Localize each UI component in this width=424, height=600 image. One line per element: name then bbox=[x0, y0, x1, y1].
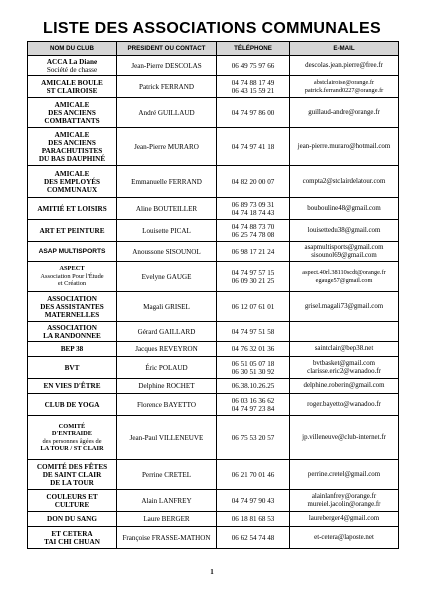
club-name bbox=[28, 242, 117, 262]
president-contact-line: Éric POLAUD bbox=[145, 363, 188, 372]
header-president: PRESIDENT OU CONTACT bbox=[117, 42, 217, 56]
email-address bbox=[290, 357, 399, 379]
president-contact-line: Anoussone SISOUNOL bbox=[132, 247, 201, 256]
phone-number-line: 04 74 97 90 43 bbox=[231, 496, 275, 505]
table-row bbox=[28, 242, 399, 262]
president-contact-line: André GUILLAUD bbox=[138, 108, 195, 117]
phone-number bbox=[217, 490, 290, 512]
email-address bbox=[290, 490, 399, 512]
club-name-line: COMBATTANTS bbox=[44, 116, 100, 125]
email-address-line: bvtbasket@gmail.com bbox=[312, 359, 376, 367]
phone-number-line: 06 21 70 01 46 bbox=[231, 470, 275, 479]
president-contact-line: Laure BERGER bbox=[143, 515, 190, 523]
phone-number-line: 06 75 53 20 57 bbox=[231, 433, 275, 442]
club-name-line: des personnes âgées de bbox=[42, 437, 102, 445]
club-name-line: DES ANCIENS bbox=[48, 138, 96, 147]
president-contact bbox=[117, 166, 217, 198]
club-name-line: ST CLAIROISE bbox=[46, 86, 98, 95]
club-name-line: COMMUNAUX bbox=[46, 185, 98, 194]
table-row bbox=[28, 512, 399, 527]
email-address-line: delphine.roberin@gmail.com bbox=[303, 382, 385, 389]
president-contact-line: Florence BAYETTO bbox=[137, 400, 196, 409]
club-name bbox=[28, 128, 117, 166]
email-address-line: egauge57@gmail.com bbox=[315, 276, 373, 284]
table-body bbox=[28, 56, 399, 549]
table-row bbox=[28, 527, 399, 549]
table-row bbox=[28, 379, 399, 394]
phone-number-line: 06 18 81 68 53 bbox=[231, 515, 275, 523]
email-address-line: perrine.cretel@gmail.com bbox=[307, 470, 381, 478]
phone-number-line: 06 12 07 61 01 bbox=[231, 302, 275, 311]
club-name bbox=[28, 512, 117, 527]
club-name bbox=[28, 322, 117, 342]
phone-number bbox=[217, 527, 290, 549]
phone-number bbox=[217, 198, 290, 220]
email-address-line: patrick.ferrand0227@orange.fr bbox=[304, 86, 384, 94]
president-contact-line: Evelyne GAUGE bbox=[141, 272, 192, 281]
table-row bbox=[28, 76, 399, 98]
email-address-line: louisettedu38@gmail.com bbox=[307, 226, 381, 234]
president-contact-line: Jean-Paul VILLENEUVE bbox=[129, 433, 204, 442]
header-club: NOM DU CLUB bbox=[28, 42, 117, 56]
email-address bbox=[290, 512, 399, 527]
president-contact bbox=[117, 292, 217, 322]
phone-number-line: 04 76 32 01 36 bbox=[231, 345, 275, 353]
phone-number-line: 04 74 97 41 18 bbox=[231, 142, 275, 151]
email-address-line: descolas.jean.pierre@free.fr bbox=[305, 61, 383, 69]
president-contact-line: Jean-Pierre MURARO bbox=[134, 142, 199, 151]
club-name-line: ACCA La Diane bbox=[46, 57, 98, 66]
club-name bbox=[28, 416, 117, 460]
club-name-line: D'ENTRAIDE bbox=[51, 430, 93, 438]
club-name bbox=[28, 292, 117, 322]
president-contact bbox=[117, 220, 217, 242]
email-address bbox=[290, 292, 399, 322]
president-contact bbox=[117, 98, 217, 128]
club-name bbox=[28, 198, 117, 220]
table-row bbox=[28, 56, 399, 76]
table-row bbox=[28, 220, 399, 242]
club-name-line: DES ASSISTANTES bbox=[40, 302, 104, 311]
phone-number-line: 04 74 88 17 49 bbox=[231, 78, 275, 87]
phone-number bbox=[217, 416, 290, 460]
phone-number bbox=[217, 322, 290, 342]
phone-number-line: 06.38.10.26.25 bbox=[231, 382, 275, 390]
email-address-line: abstclairoise@orange.fr bbox=[313, 78, 375, 86]
email-address-line: guillaud-andre@orange.fr bbox=[308, 108, 380, 116]
president-contact-line: Delphine ROCHET bbox=[138, 382, 195, 390]
club-name bbox=[28, 166, 117, 198]
page-title: LISTE DES ASSOCIATIONS COMMUNALES bbox=[43, 20, 381, 37]
email-address bbox=[290, 242, 399, 262]
president-contact bbox=[117, 56, 217, 76]
table-row bbox=[28, 262, 399, 292]
phone-number bbox=[217, 394, 290, 416]
email-address-line: aspect.40rl.38110scdt@orange.fr bbox=[302, 268, 386, 276]
email-address-line: et-cetera@laposte.net bbox=[314, 533, 374, 541]
president-contact-line: Patrick FERRAND bbox=[139, 82, 194, 91]
club-name-line: CULTURE bbox=[54, 500, 90, 509]
table-row bbox=[28, 394, 399, 416]
email-address-line: clarisse.eric2@wanadoo.fr bbox=[307, 367, 381, 375]
phone-number-line: 04 74 97 23 84 bbox=[231, 404, 275, 413]
club-name-line: LA TOUR / ST CLAIR bbox=[40, 444, 104, 452]
president-contact bbox=[117, 490, 217, 512]
president-contact bbox=[117, 512, 217, 527]
president-contact-line: Aline BOUTEILLER bbox=[135, 204, 198, 213]
president-contact bbox=[117, 460, 217, 490]
phone-number bbox=[217, 76, 290, 98]
email-address bbox=[290, 198, 399, 220]
email-address-line: sisounol69@gmail.com bbox=[311, 251, 377, 259]
email-address-line: saintclair@bep38.net bbox=[314, 345, 374, 352]
president-contact bbox=[117, 322, 217, 342]
phone-number bbox=[217, 128, 290, 166]
club-name-line: ASSOCIATION bbox=[47, 294, 97, 303]
club-name-line: ET CETERA bbox=[51, 529, 93, 538]
club-name-line: DU BAS DAUPHINÉ bbox=[38, 154, 106, 163]
phone-number-line: 06 98 17 21 24 bbox=[231, 247, 275, 256]
phone-number-line: 04 82 20 00 07 bbox=[231, 177, 275, 186]
club-name-line: BVT bbox=[64, 363, 80, 372]
table-row bbox=[28, 460, 399, 490]
president-contact bbox=[117, 76, 217, 98]
table-row bbox=[28, 292, 399, 322]
header-email: E-MAIL bbox=[290, 42, 399, 56]
phone-number-line: 06 25 74 78 08 bbox=[231, 230, 275, 239]
phone-number-line: 06 51 05 07 18 bbox=[231, 359, 275, 368]
club-name-line: Société de chasse bbox=[46, 65, 98, 74]
club-name-line: DES ANCIENS bbox=[48, 108, 96, 117]
president-contact bbox=[117, 416, 217, 460]
email-address bbox=[290, 460, 399, 490]
club-name bbox=[28, 262, 117, 292]
email-address-line: roger.bayetto@wanadoo.fr bbox=[307, 400, 381, 408]
email-address bbox=[290, 527, 399, 549]
president-contact bbox=[117, 394, 217, 416]
club-name-line: COMITÉ DES FÊTES bbox=[36, 462, 108, 471]
president-contact-line: Jacques REVEYRON bbox=[135, 345, 198, 353]
email-address bbox=[290, 262, 399, 292]
club-name bbox=[28, 357, 117, 379]
email-address bbox=[290, 322, 399, 342]
email-address bbox=[290, 220, 399, 242]
club-name-line: AMICALE bbox=[54, 130, 90, 139]
table-row bbox=[28, 322, 399, 342]
club-name-line: MATERNELLES bbox=[44, 310, 100, 319]
club-name bbox=[28, 56, 117, 76]
email-address-line: jp.villeneuve@club-internet.fr bbox=[302, 433, 386, 441]
header-phone: TÉLÉPHONE bbox=[217, 42, 290, 56]
club-name-line: DE LA TOUR bbox=[50, 478, 94, 487]
phone-number bbox=[217, 512, 290, 527]
phone-number bbox=[217, 379, 290, 394]
phone-number-line: 06 89 73 09 31 bbox=[231, 200, 275, 209]
club-name-line: AMITIÉ ET LOISIRS bbox=[37, 204, 107, 213]
president-contact-line: Perrine CRETEL bbox=[141, 470, 192, 479]
email-address bbox=[290, 98, 399, 128]
club-name-line: DON DU SANG bbox=[47, 515, 97, 523]
club-name-line: BEP 38 bbox=[60, 345, 84, 353]
phone-number bbox=[217, 262, 290, 292]
phone-number bbox=[217, 342, 290, 357]
phone-number bbox=[217, 460, 290, 490]
phone-number-line: 04 74 97 57 15 bbox=[231, 268, 275, 277]
club-name-line: ART ET PEINTURE bbox=[39, 226, 105, 235]
phone-number-line: 06 30 51 30 92 bbox=[231, 367, 275, 376]
email-address bbox=[290, 394, 399, 416]
president-contact bbox=[117, 357, 217, 379]
club-name bbox=[28, 220, 117, 242]
phone-number bbox=[217, 357, 290, 379]
club-name bbox=[28, 76, 117, 98]
phone-number-line: 06 03 16 36 62 bbox=[231, 396, 275, 405]
table-header-row bbox=[28, 42, 399, 56]
club-name-line: DE SAINT CLAIR bbox=[42, 470, 102, 479]
phone-number-line: 06 49 75 97 66 bbox=[231, 61, 275, 70]
email-address-line: jean-pierre.muraro@hotmail.com bbox=[297, 142, 391, 150]
president-contact bbox=[117, 128, 217, 166]
table-row bbox=[28, 198, 399, 220]
phone-number-line: 06 62 54 74 48 bbox=[231, 533, 275, 542]
email-address bbox=[290, 128, 399, 166]
president-contact bbox=[117, 527, 217, 549]
table-row bbox=[28, 128, 399, 166]
president-contact-line: Jean-Pierre DESCOLAS bbox=[131, 61, 202, 70]
club-name-line: ASPECT bbox=[59, 265, 85, 273]
phone-number bbox=[217, 166, 290, 198]
president-contact-line: Emmanuelle FERRAND bbox=[131, 177, 202, 186]
president-contact bbox=[117, 198, 217, 220]
club-name bbox=[28, 342, 117, 357]
president-contact-line: Françoise FRASSE-MATHON bbox=[122, 533, 211, 542]
email-address bbox=[290, 166, 399, 198]
president-contact bbox=[117, 379, 217, 394]
email-address bbox=[290, 416, 399, 460]
president-contact-line: Magali GRISEL bbox=[143, 302, 190, 311]
email-address-line: laureberger4@gmail.com bbox=[308, 515, 380, 522]
club-name bbox=[28, 379, 117, 394]
president-contact-line: Louisette PICAL bbox=[142, 226, 191, 235]
president-contact bbox=[117, 262, 217, 292]
club-name-line: TAI CHI CHUAN bbox=[44, 537, 100, 546]
club-name-line: AMICALE BOULE bbox=[41, 78, 103, 87]
email-address-line: mureiel.jacolin@orange.fr bbox=[307, 500, 381, 508]
president-contact-line: Gérard GAILLARD bbox=[137, 327, 196, 336]
club-name bbox=[28, 394, 117, 416]
table-row bbox=[28, 490, 399, 512]
phone-number-line: 04 74 88 73 70 bbox=[231, 222, 275, 231]
phone-number-line: 06 43 15 59 21 bbox=[231, 86, 275, 95]
phone-number-line: 04 74 97 51 58 bbox=[231, 327, 275, 336]
club-name-line: EN VIES D'ÊTRE bbox=[43, 382, 101, 390]
club-name bbox=[28, 527, 117, 549]
club-name-line: AMICALE bbox=[54, 169, 90, 178]
table-row bbox=[28, 342, 399, 357]
club-name-line: CLUB DE YOGA bbox=[44, 400, 100, 409]
club-name-line: COULEURS ET bbox=[46, 492, 98, 501]
email-address bbox=[290, 76, 399, 98]
email-address-line: compta2@stclairdelatour.com bbox=[302, 177, 386, 185]
club-name-line: Association Pour l'Étude bbox=[40, 272, 104, 280]
club-name-line: COMITÉ bbox=[58, 422, 86, 430]
president-contact-line: Alain LANFREY bbox=[141, 496, 192, 505]
email-address bbox=[290, 56, 399, 76]
club-name-line: ASSOCIATION bbox=[47, 323, 97, 332]
club-name bbox=[28, 98, 117, 128]
phone-number bbox=[217, 98, 290, 128]
club-name bbox=[28, 460, 117, 490]
email-address-line: grisel.magali73@gmail.com bbox=[304, 302, 384, 310]
club-name-line: AMICALE bbox=[54, 100, 90, 109]
email-address-line: boubouline48@gmail.com bbox=[307, 204, 381, 212]
associations-table bbox=[27, 41, 399, 549]
club-name-line: PARACHUTISTES bbox=[41, 146, 103, 155]
email-address bbox=[290, 342, 399, 357]
president-contact bbox=[117, 342, 217, 357]
phone-number bbox=[217, 242, 290, 262]
phone-number-line: 06 09 30 21 25 bbox=[231, 276, 275, 285]
table-row bbox=[28, 416, 399, 460]
club-name-line: DES EMPLOYÉS bbox=[43, 177, 101, 186]
club-name bbox=[28, 490, 117, 512]
phone-number-line: 04 74 18 74 43 bbox=[231, 208, 275, 217]
email-address-line: asapmultisports@gmail.com bbox=[304, 243, 384, 251]
club-name-line: et Création bbox=[57, 280, 87, 288]
phone-number bbox=[217, 292, 290, 322]
email-address-line: alainlanfrey@orange.fr bbox=[311, 492, 377, 500]
president-contact bbox=[117, 242, 217, 262]
club-name-line: LA RANDONNEE bbox=[43, 331, 101, 340]
phone-number-line: 04 74 97 86 00 bbox=[231, 108, 275, 117]
table-row bbox=[28, 98, 399, 128]
email-address bbox=[290, 379, 399, 394]
page-number: 1 bbox=[210, 568, 214, 576]
phone-number bbox=[217, 220, 290, 242]
phone-number bbox=[217, 56, 290, 76]
club-name-line: ASAP MULTISPORTS bbox=[38, 247, 106, 255]
table-row bbox=[28, 166, 399, 198]
table-row bbox=[28, 357, 399, 379]
